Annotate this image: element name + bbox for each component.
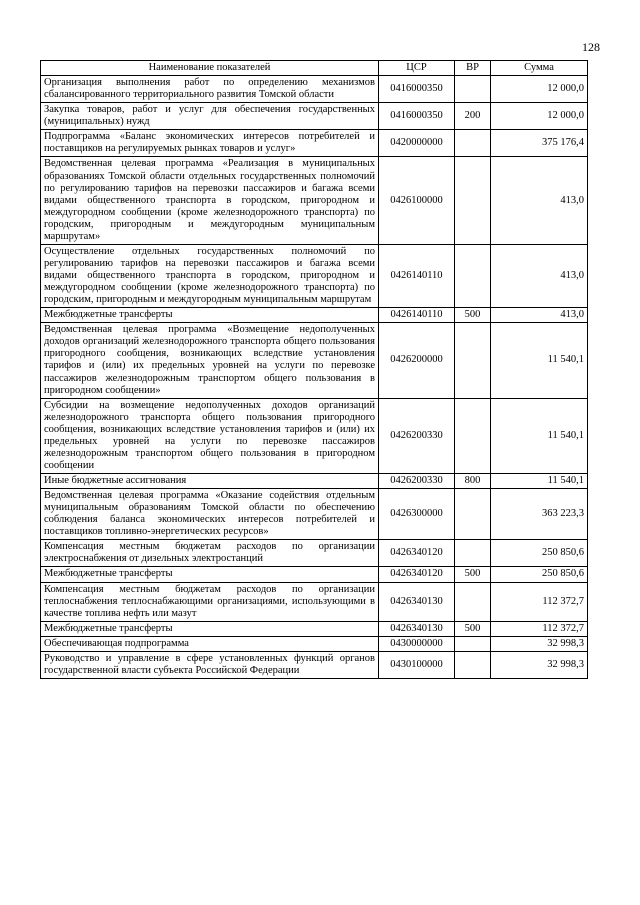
- cell-name: Межбюджетные трансферты: [41, 621, 379, 636]
- cell-sum: 112 372,7: [491, 582, 588, 621]
- cell-name: Субсидии на возмещение недополученных доходов организаций железнодорожного транспорта общего пользования пригородного сообщения, возникающих вследствие установления тарифов и (или) их предельных уровней на услуги по перевозке пассажиров железнодорожным транспортом общего пользования в пригородном сообщении: [41, 398, 379, 473]
- cell-sum: 413,0: [491, 157, 588, 244]
- table-row: [41, 398, 588, 473]
- cell-csr: 0426300000: [379, 489, 455, 540]
- cell-sum: 32 998,3: [491, 636, 588, 651]
- table-row: [41, 76, 588, 103]
- cell-name: Компенсация местным бюджетам расходов по организации электроснабжения от дизельных электростанций: [41, 540, 379, 567]
- table-row: [41, 636, 588, 651]
- cell-csr: 0430100000: [379, 651, 455, 678]
- cell-vr: 800: [455, 474, 491, 489]
- table-row: [41, 308, 588, 323]
- table-row: [41, 489, 588, 540]
- cell-sum: 12 000,0: [491, 76, 588, 103]
- cell-name: Иные бюджетные ассигнования: [41, 474, 379, 489]
- cell-vr: 500: [455, 308, 491, 323]
- cell-csr: 0426340120: [379, 540, 455, 567]
- cell-vr: [455, 157, 491, 244]
- cell-name: Руководство и управление в сфере установленных функций органов государственной власти субъекта Российской Федерации: [41, 651, 379, 678]
- cell-csr: 0430000000: [379, 636, 455, 651]
- header-vr: ВР: [455, 61, 491, 76]
- table-row: [41, 323, 588, 398]
- cell-vr: [455, 636, 491, 651]
- cell-name: Компенсация местным бюджетам расходов по организации теплоснабжения теплоснабжающими организациями, использующими в качестве топлива нефть или мазут: [41, 582, 379, 621]
- cell-sum: 413,0: [491, 308, 588, 323]
- header-name: Наименование показателей: [41, 61, 379, 76]
- cell-sum: 11 540,1: [491, 398, 588, 473]
- cell-name: Закупка товаров, работ и услуг для обеспечения государственных (муниципальных) нужд: [41, 103, 379, 130]
- cell-csr: 0420000000: [379, 130, 455, 157]
- table-row: [41, 540, 588, 567]
- cell-csr: 0426140110: [379, 308, 455, 323]
- cell-vr: [455, 582, 491, 621]
- cell-name: Организация выполнения работ по определению механизмов сбалансированного территориального развития Томской области: [41, 76, 379, 103]
- cell-name: Межбюджетные трансферты: [41, 308, 379, 323]
- cell-sum: 11 540,1: [491, 323, 588, 398]
- cell-sum: 363 223,3: [491, 489, 588, 540]
- cell-sum: 375 176,4: [491, 130, 588, 157]
- cell-sum: 32 998,3: [491, 651, 588, 678]
- page-number: 128: [582, 40, 600, 54]
- cell-vr: 500: [455, 621, 491, 636]
- budget-table: [40, 60, 588, 679]
- cell-vr: [455, 398, 491, 473]
- header-csr: ЦСР: [379, 61, 455, 76]
- cell-vr: [455, 130, 491, 157]
- table-row: [41, 244, 588, 307]
- cell-csr: 0426140110: [379, 244, 455, 307]
- table-row: [41, 157, 588, 244]
- cell-vr: [455, 244, 491, 307]
- cell-csr: 0426200330: [379, 398, 455, 473]
- cell-vr: [455, 651, 491, 678]
- cell-sum: 413,0: [491, 244, 588, 307]
- cell-csr: 0416000350: [379, 103, 455, 130]
- header-sum: Сумма: [491, 61, 588, 76]
- cell-sum: 11 540,1: [491, 474, 588, 489]
- table-row: [41, 103, 588, 130]
- cell-csr: 0426340130: [379, 621, 455, 636]
- cell-csr: 0426340130: [379, 582, 455, 621]
- cell-name: Межбюджетные трансферты: [41, 567, 379, 582]
- table-row: [41, 474, 588, 489]
- cell-name: Подпрограмма «Баланс экономических интересов потребителей и поставщиков на регулируемых рынках товаров и услуг»: [41, 130, 379, 157]
- cell-vr: 200: [455, 103, 491, 130]
- cell-name: Ведомственная целевая программа «Возмещение недополученных доходов организаций железнодорожного транспорта общего пользования пригородного сообщения, возникающих вследствие установления тарифов и (или) их предельных уровней на услуги по перевозке пассажиров железнодорожным транспортом общего пользования в пригородном сообщении»: [41, 323, 379, 398]
- cell-csr: 0426100000: [379, 157, 455, 244]
- table-row: [41, 582, 588, 621]
- cell-name: Осуществление отдельных государственных полномочий по регулированию тарифов на перевозки пассажиров и багажа всеми видами общественного транспорта в городском, пригородном и междугородном сообщении (кроме железнодорожного транспорта) по городским, пригородным и междугородным муниципальным маршрутам: [41, 244, 379, 307]
- table-body: [41, 76, 588, 679]
- cell-sum: 12 000,0: [491, 103, 588, 130]
- cell-csr: 0426200000: [379, 323, 455, 398]
- table-row: [41, 651, 588, 678]
- cell-csr: 0426200330: [379, 474, 455, 489]
- cell-vr: [455, 323, 491, 398]
- cell-sum: 250 850,6: [491, 567, 588, 582]
- table-row: [41, 567, 588, 582]
- cell-vr: [455, 489, 491, 540]
- cell-name: Ведомственная целевая программа «Оказание содействия отдельным муниципальным образованиям Томской области по обеспечению соблюдения баланса экономических интересов потребителей и поставщиков топливно-энергетических ресурсов»: [41, 489, 379, 540]
- cell-sum: 112 372,7: [491, 621, 588, 636]
- cell-vr: [455, 76, 491, 103]
- cell-name: Ведомственная целевая программа «Реализация в муниципальных образованиях Томской области отдельных государственных полномочий по регулированию тарифов на перевозки пассажиров и багажа всеми видами общественного транспорта в городском, пригородном и междугородном сообщении (кроме железнодорожного транспорта) по городским, пригородным и междугородным муниципальным маршрутам»: [41, 157, 379, 244]
- table-header-row: [41, 61, 588, 76]
- table-row: [41, 130, 588, 157]
- table-row: [41, 621, 588, 636]
- cell-vr: 500: [455, 567, 491, 582]
- cell-name: Обеспечивающая подпрограмма: [41, 636, 379, 651]
- cell-csr: 0416000350: [379, 76, 455, 103]
- cell-vr: [455, 540, 491, 567]
- cell-csr: 0426340120: [379, 567, 455, 582]
- cell-sum: 250 850,6: [491, 540, 588, 567]
